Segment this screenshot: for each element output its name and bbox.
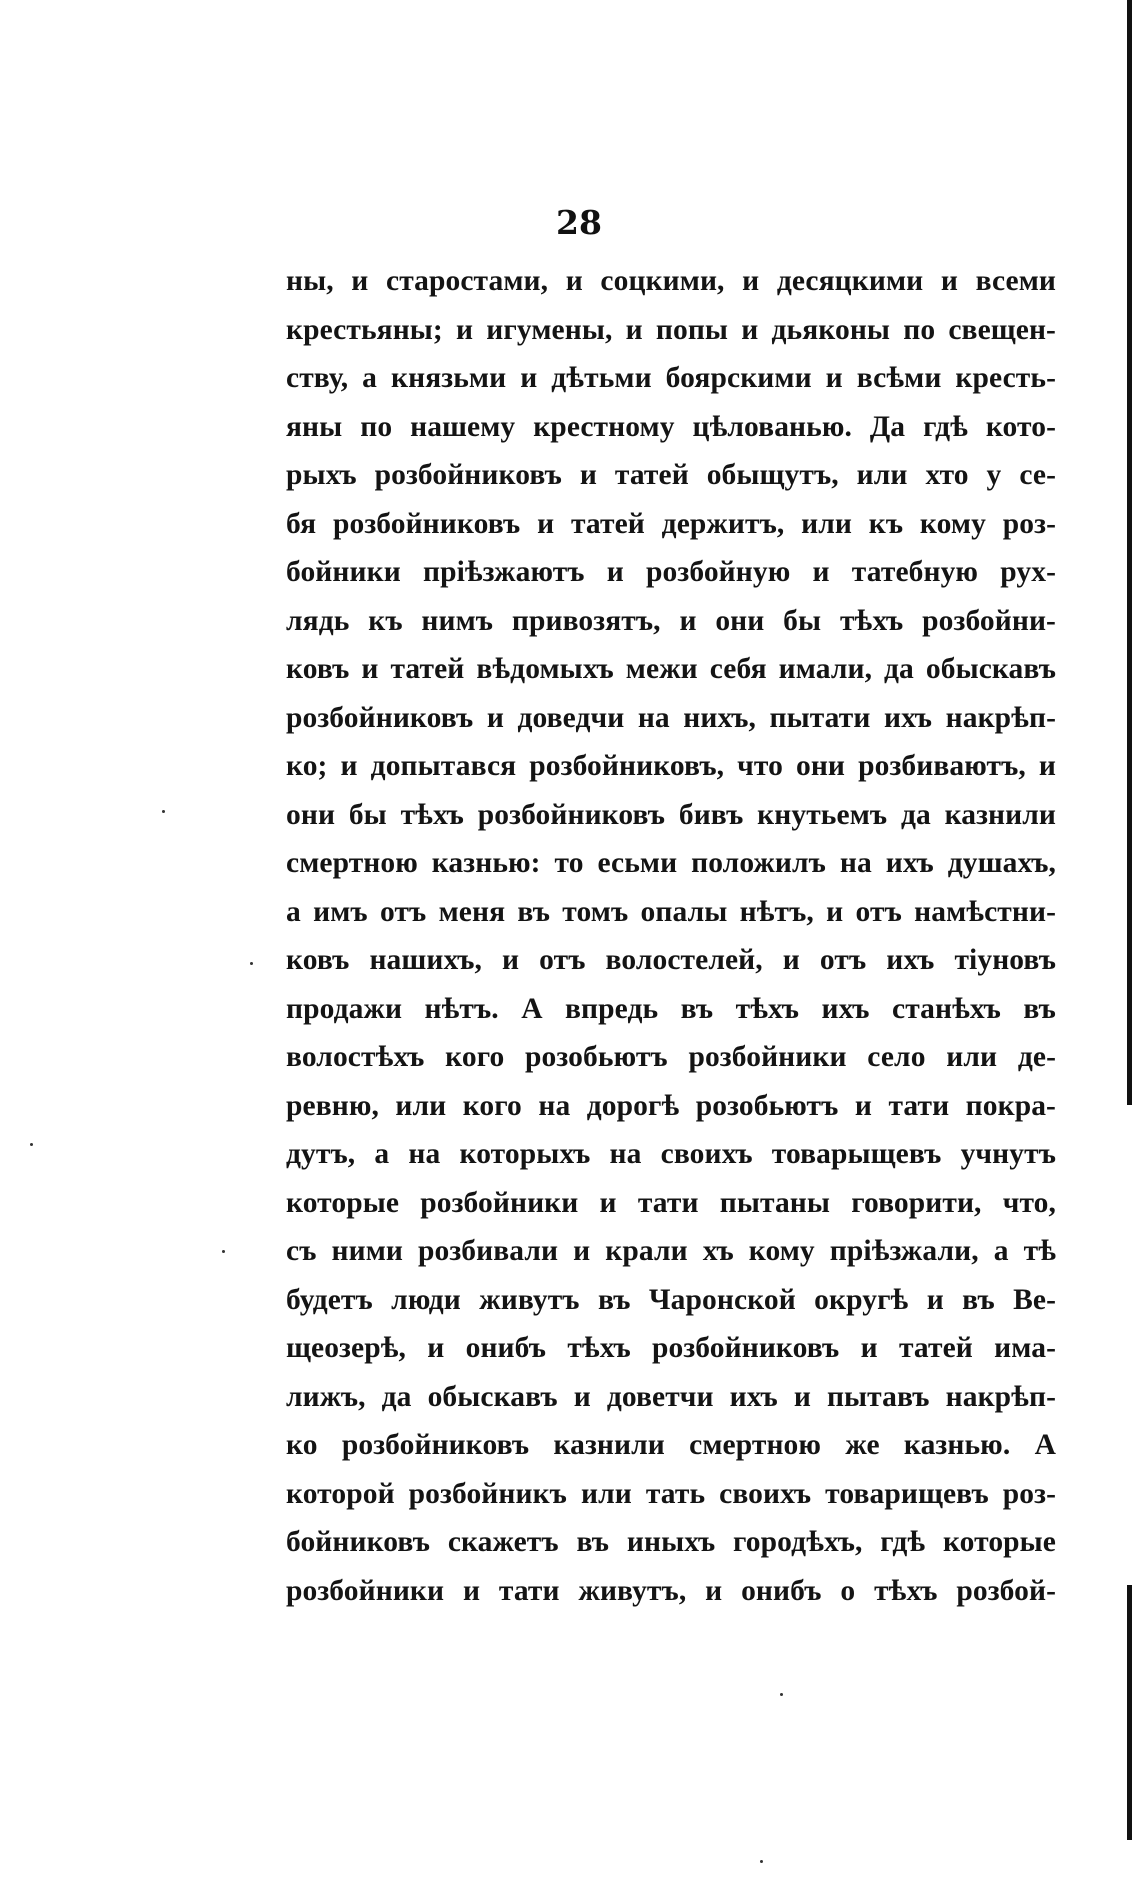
text-line: дутъ, а на которыхъ на своихъ товарыщевъ учнутъ bbox=[286, 1138, 1056, 1170]
paper-speck bbox=[222, 1250, 225, 1253]
paper-speck bbox=[780, 1693, 783, 1696]
paper-speck bbox=[760, 1860, 763, 1863]
text-line: ко розбойниковъ казнили смертною же казнью. А bbox=[286, 1429, 1056, 1461]
text-line: а имъ отъ меня въ томъ опалы нѣтъ, и отъ намѣстни- bbox=[286, 895, 1056, 928]
text-line: щеозерѣ, и онибъ тѣхъ розбойниковъ и татей има- bbox=[286, 1332, 1056, 1364]
text-line: бойниковъ скажетъ въ иныхъ городѣхъ, гдѣ которые bbox=[286, 1526, 1056, 1558]
text-line: крестьяны; и игумены, и попы и дьяконы по свещен- bbox=[286, 313, 1056, 346]
text-line: бойники прiѣзжаютъ и розбойную и татебную рух- bbox=[286, 556, 1056, 588]
text-line: продажи нѣтъ. А впредь въ тѣхъ ихъ станѣхъ въ bbox=[286, 992, 1056, 1025]
page-edge-gap bbox=[1125, 1105, 1134, 1585]
body-text bbox=[286, 257, 1056, 1615]
text-line: яны по нашему крестному цѣлованью. Да гдѣ кото- bbox=[286, 410, 1056, 443]
text-line: ны, и старостами, и соцкими, и десяцкими и всеми bbox=[286, 265, 1056, 297]
paper-speck bbox=[250, 962, 253, 965]
paper-speck bbox=[162, 810, 165, 813]
text-line: будетъ люди живутъ въ Чаронской округѣ и въ Ве- bbox=[286, 1283, 1056, 1316]
text-line: которой розбойникъ или тать своихъ товарищевъ роз- bbox=[286, 1477, 1056, 1510]
text-line: розбойниковъ и доведчи на нихъ, пытати ихъ накрѣп- bbox=[286, 701, 1056, 734]
text-line: волостѣхъ кого розобьютъ розбойники село или де- bbox=[286, 1041, 1056, 1073]
text-line: ству, а князьми и дѣтьми боярскими и всѣми кресть- bbox=[286, 362, 1056, 394]
text-line: съ ними розбивали и крали хъ кому прiѣзжали, а тѣ bbox=[286, 1235, 1056, 1267]
text-line: лядь къ нимъ привозятъ, и они бы тѣхъ розбойни- bbox=[286, 604, 1056, 637]
page-edge-shadow bbox=[1127, 0, 1132, 1899]
text-line: ковъ и татей вѣдомыхъ межи себя имали, да обыскавъ bbox=[286, 653, 1056, 685]
text-line: они бы тѣхъ розбойниковъ бивъ кнутьемъ да казнили bbox=[286, 798, 1056, 831]
text-line: ко; и допытався розбойниковъ, что они розбиваютъ, и bbox=[286, 750, 1056, 782]
text-line: ковъ нашихъ, и отъ волостелей, и отъ ихъ тiуновъ bbox=[286, 944, 1056, 976]
page-number: 28 bbox=[556, 203, 602, 242]
text-line: которые розбойники и тати пытаны говорити, что, bbox=[286, 1186, 1056, 1219]
paper-speck bbox=[30, 1143, 33, 1146]
text-line: ревню, или кого на дорогѣ розобьютъ и тати покра- bbox=[286, 1089, 1056, 1122]
text-line: лижъ, да обыскавъ и доветчи ихъ и пытавъ накрѣп- bbox=[286, 1380, 1056, 1413]
text-line: смертною казнью: то есьми положилъ на ихъ душахъ, bbox=[286, 847, 1056, 879]
text-line: розбойники и тати живутъ, и онибъ о тѣхъ розбой- bbox=[286, 1574, 1056, 1607]
text-line: бя розбойниковъ и татей держитъ, или къ кому роз- bbox=[286, 507, 1056, 540]
text-line: рыхъ розбойниковъ и татей обыщутъ, или хто у се- bbox=[286, 459, 1056, 491]
page-edge-gap bbox=[1125, 1840, 1134, 1899]
